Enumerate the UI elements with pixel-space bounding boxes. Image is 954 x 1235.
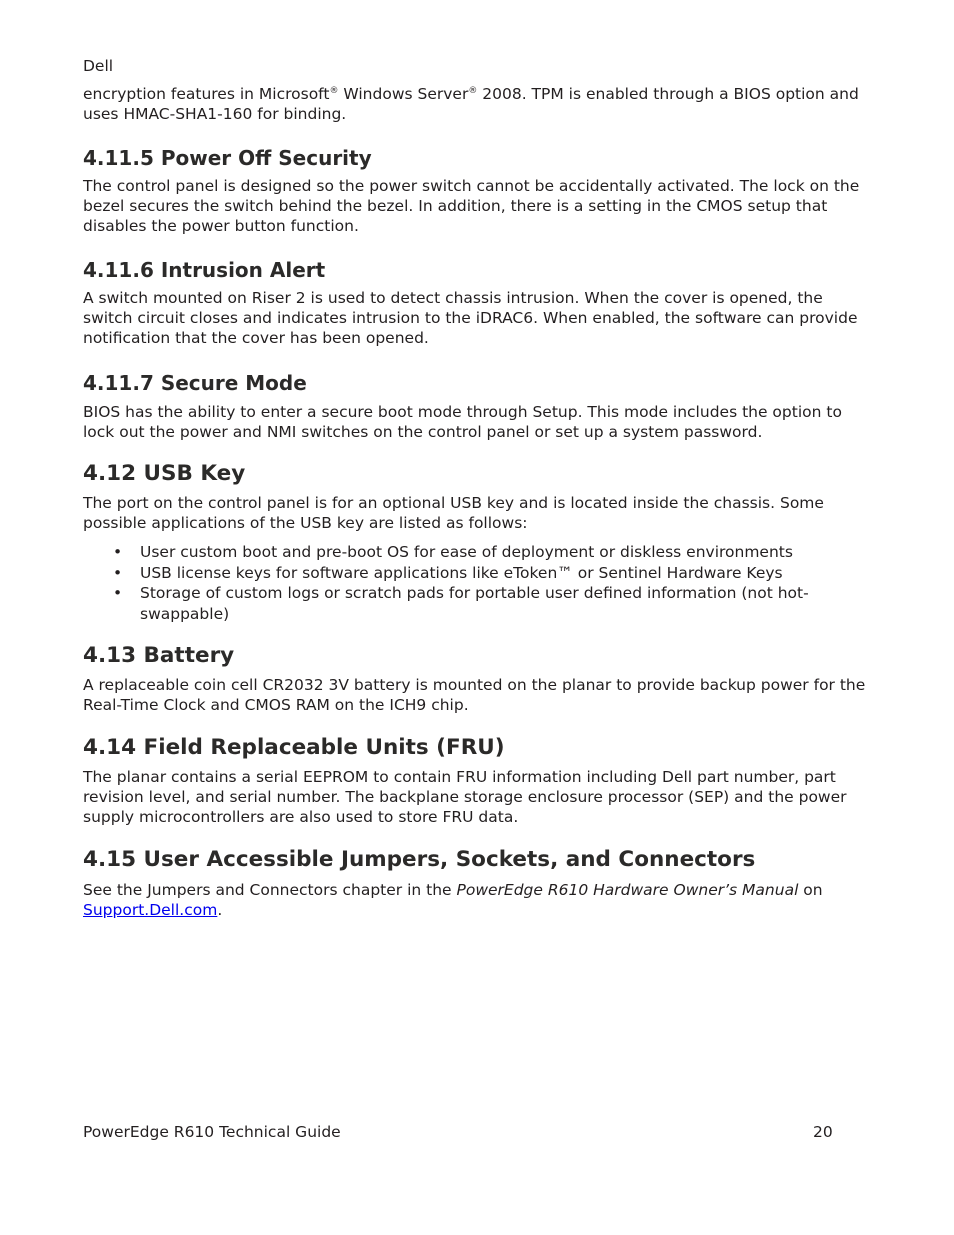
jumpers-text-prefix: See the Jumpers and Connectors chapter in the <box>83 881 457 899</box>
heading-fru: 4.14 Field Replaceable Units (FRU) <box>83 735 505 760</box>
paragraph-intrusion-alert: A switch mounted on Riser 2 is used to detect chassis intrusion. When the cover is opened, the switch circuit closes and indicates intrusion to the iDRAC6. When enabled, the software can provide notification that the cover has been opened. <box>83 289 858 347</box>
paragraph-fru: The planar contains a serial EEPROM to contain FRU information including Dell part number, part revision level, and serial number. The backplane storage enclosure processor (SEP) and the power supply microcontrollers are also used to store FRU data. <box>83 768 847 826</box>
intro-text-3: 2008. TPM is enabled through a BIOS option and uses HMAC-SHA1-160 for binding. <box>83 85 859 123</box>
intro-text-1: encryption features in Microsoft <box>83 85 330 103</box>
list-item-text: USB license keys for software applications like eToken™ or Sentinel Hardware Keys <box>140 563 783 582</box>
jumpers-text-suffix: . <box>217 901 223 919</box>
manual-title: PowerEdge R610 Hardware Owner’s Manual <box>456 881 799 899</box>
document-content <box>83 84 873 920</box>
intro-paragraph <box>83 84 873 124</box>
bullet-icon: • <box>113 543 123 561</box>
paragraph-usb-key: The port on the control panel is for an optional USB key and is located inside the chassis. Some possible applications of the USB key are listed as follows: <box>83 494 824 532</box>
page-header-company: Dell <box>83 57 114 75</box>
heading-secure-mode: 4.11.7 Secure Mode <box>83 371 307 395</box>
paragraph-power-off-security: The control panel is designed so the power switch cannot be accidentally activated. The lock on the bezel secures the switch behind the bezel. In addition, there is a setting in the CMOS setup that disables the power button function. <box>83 177 860 235</box>
footer-document-title: PowerEdge R610 Technical Guide <box>83 1123 341 1141</box>
list-item <box>83 542 873 563</box>
footer-page-number: 20 <box>813 1123 833 1141</box>
list-item-text: Storage of custom logs or scratch pads for portable user defined information (not hot-swappable) <box>140 584 809 623</box>
paragraph-battery: A replaceable coin cell CR2032 3V battery is mounted on the planar to provide backup power for the Real-Time Clock and CMOS RAM on the ICH9 chip. <box>83 676 866 714</box>
paragraph-secure-mode: BIOS has the ability to enter a secure boot mode through Setup. This mode includes the option to lock out the power and NMI switches on the control panel or set up a system password. <box>83 403 842 441</box>
usb-key-list <box>83 542 873 624</box>
heading-battery: 4.13 Battery <box>83 643 235 668</box>
registered-mark: ® <box>468 86 478 96</box>
list-item <box>83 563 873 584</box>
list-item <box>83 583 873 624</box>
bullet-icon: • <box>113 584 123 602</box>
heading-intrusion-alert: 4.11.6 Intrusion Alert <box>83 258 326 282</box>
heading-power-off-security: 4.11.5 Power Off Security <box>83 146 372 170</box>
bullet-icon: • <box>113 563 123 582</box>
list-item-text: User custom boot and pre-boot OS for ease of deployment or diskless environments <box>140 543 793 561</box>
jumpers-text-mid: on <box>798 881 823 899</box>
paragraph-jumpers <box>83 880 873 920</box>
intro-text-2: Windows Server <box>338 85 469 103</box>
heading-jumpers-sockets-connectors: 4.15 User Accessible Jumpers, Sockets, and Connectors <box>83 847 756 872</box>
registered-mark: ® <box>329 86 339 96</box>
support-dell-link[interactable]: Support.Dell.com <box>83 901 218 919</box>
heading-usb-key: 4.12 USB Key <box>83 461 246 486</box>
